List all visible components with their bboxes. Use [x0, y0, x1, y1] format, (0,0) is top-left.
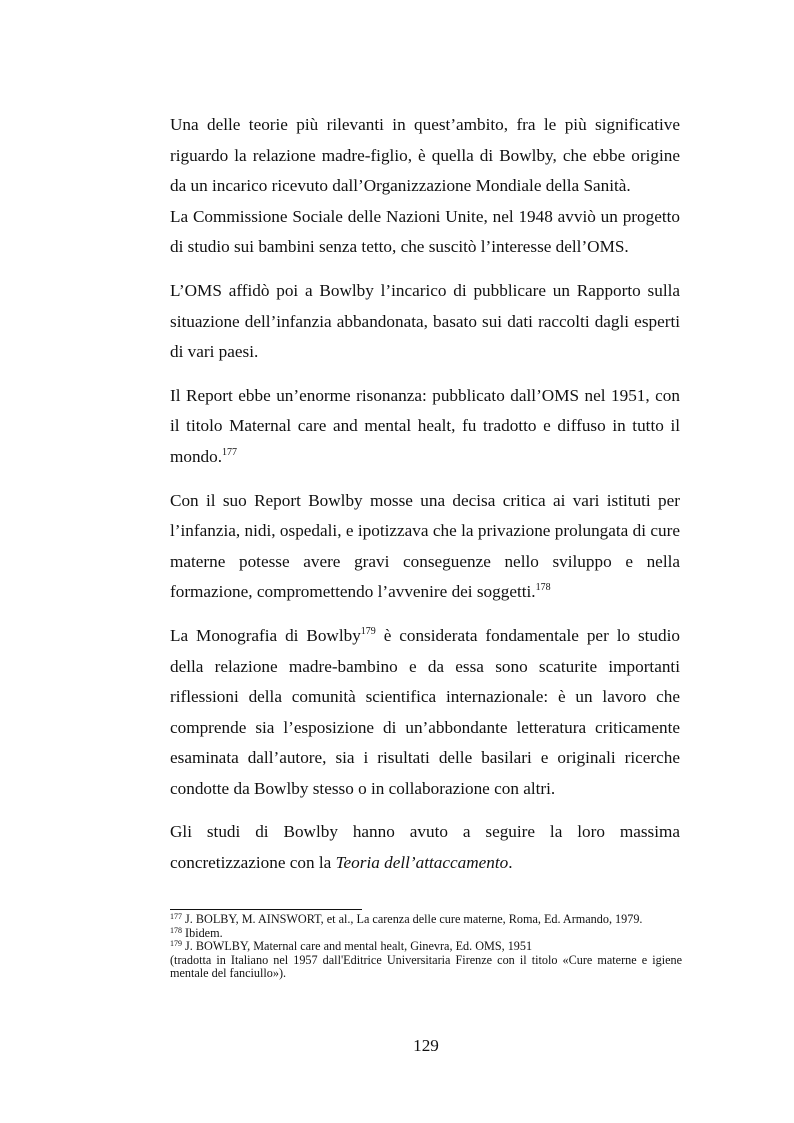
paragraph-6-text-end: è considerata fondamentale per lo studio della relazione madre-bambino e da essa sono scaturite importanti riflessioni della comunità scientifica internazionale: è un lavoro che comprende sia l’esposizione di un’abbondante letteratura criticamente esaminata dall’autore, sia i risultati delle basilari e originali ricerche condotte da Bowlby stesso o in collaborazione con altri. — [170, 625, 680, 798]
paragraph-2-text: La Commissione Sociale delle Nazioni Unite, nel 1948 avviò un progetto di studio sui bambini senza tetto, che suscitò l’interesse dell’OMS. — [170, 206, 680, 257]
paragraph-4-text: Il Report ebbe un’enorme risonanza: pubblicato dall’OMS nel 1951, con il titolo Maternal care and mental healt, fu tradotto e diffuso in tutto il mondo. — [170, 385, 680, 466]
footnote-179-continuation-text: (tradotta in Italiano nel 1957 dall'Editrice Universitaria Firenze con il titolo «Cure materne e igiene mentale del fanciullo»). — [170, 952, 682, 981]
footnote-179-text: J. BOWLBY, Maternal care and mental healt, Ginevra, Ed. OMS, 1951 — [182, 939, 533, 954]
paragraph-6 — [170, 621, 680, 805]
footnotes — [170, 913, 682, 981]
footnote-178-text: Ibidem. — [182, 925, 223, 940]
paragraph-1 — [170, 110, 680, 202]
body-text — [170, 110, 680, 879]
paragraph-1-text: Una delle teorie più rilevanti in quest’ambito, fra le più significative riguardo la relazione madre-figlio, è quella di Bowlby, che ebbe origine da un incarico ricevuto dall’Organizzazione Mondiale della Sanità. — [170, 115, 680, 196]
footnote-divider — [170, 909, 362, 910]
paragraph-2 — [170, 202, 680, 263]
footnote-number-179: 179 — [170, 939, 182, 949]
footnote-177-text: J. BOLBY, M. AINSWORT, et al., La carenza delle cure materne, Roma, Ed. Armando, 1979. — [182, 912, 643, 926]
footnote-ref-177: 177 — [222, 446, 238, 458]
footnote-number-177: 177 — [170, 912, 182, 921]
paragraph-7-text-end: . — [508, 853, 513, 873]
paragraph-7-text-start: Gli studi di Bowlby hanno avuto a seguire la loro massima concretizzazione con la — [170, 822, 680, 873]
paragraph-7 — [170, 817, 680, 878]
page-number: 129 — [413, 1036, 439, 1055]
paragraph-5 — [170, 486, 680, 608]
paragraph-4 — [170, 381, 680, 473]
paragraph-5-text: Con il suo Report Bowlby mosse una decisa critica ai vari istituti per l’infanzia, nidi, ospedali, e ipotizzava che la privazione prolungata di cure materne potesse avere gravi conseguenze nello sviluppo e nella formazione, compromettendo l’avvenire dei soggetti. — [170, 490, 680, 602]
footnote-178 — [170, 927, 682, 941]
footnote-177 — [170, 913, 682, 927]
footnote-ref-179: 179 — [360, 625, 376, 637]
footnote-ref-178: 178 — [535, 582, 551, 594]
footnote-179 — [170, 940, 682, 954]
paragraph-3-text: L’OMS affidò poi a Bowlby l’incarico di pubblicare un Rapporto sulla situazione dell’infanzia abbandonata, basato sui dati raccolti dagli esperti di vari paesi. — [170, 280, 680, 362]
paragraph-6-text-start: La Monografia di Bowlby — [170, 625, 361, 645]
paragraph-3 — [170, 276, 680, 368]
theory-title: Teoria dell’attaccamento — [335, 853, 509, 873]
footnote-number-178: 178 — [170, 925, 182, 935]
footnote-179-continuation — [170, 954, 682, 981]
